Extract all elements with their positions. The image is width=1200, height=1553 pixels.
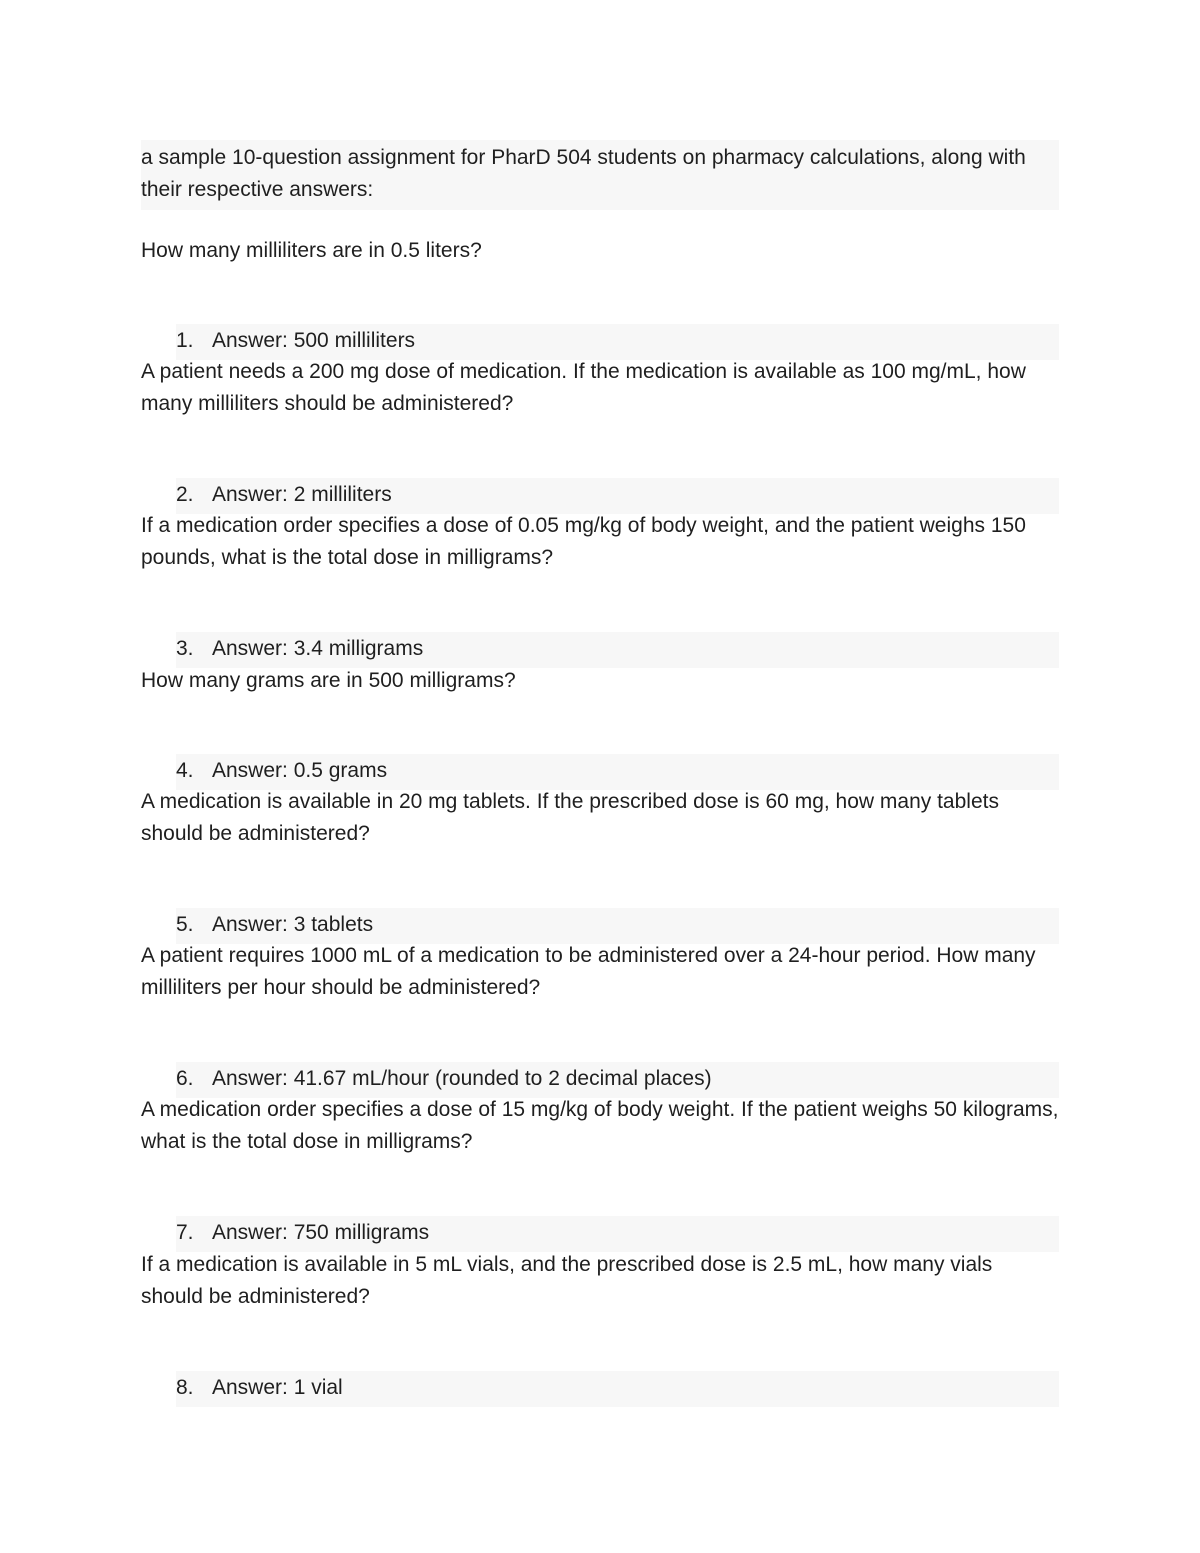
answer-text: Answer: 2 milliliters [212,483,392,506]
question-5: A medication is available in 20 mg tablets. If the prescribed dose is 60 mg, how many tablets should be administered? [141,790,999,845]
answer-number: 8. [176,1376,194,1399]
question-3: If a medication order specifies a dose of 0.05 mg/kg of body weight, and the patient weighs 150 pounds, what is the total dose in milligrams? [141,514,1026,569]
question-4: How many grams are in 500 milligrams? [141,669,516,692]
answer-number: 5. [176,913,194,936]
answer-text: Answer: 500 milliliters [212,329,416,352]
answer-text: Answer: 3 tablets [212,913,374,936]
answer-3 [176,632,1059,668]
answer-text: Answer: 0.5 grams [212,759,388,782]
answer-number: 7. [176,1221,194,1244]
answer-text: Answer: 750 milligrams [212,1221,430,1244]
answer-8 [176,1371,1059,1407]
answer-1 [176,324,1059,360]
answer-6 [176,1062,1059,1098]
answer-number: 2. [176,483,194,506]
answer-5 [176,908,1059,944]
intro-paragraph: a sample 10-question assignment for PharD 504 students on pharmacy calculations, along with their respective answers: [141,140,1059,210]
question-7: A medication order specifies a dose of 15 mg/kg of body weight. If the patient weighs 50 kilograms, what is the total dose in milligrams? [141,1098,1059,1153]
question-6: A patient requires 1000 mL of a medication to be administered over a 24-hour period. How many milliliters per hour should be administered? [141,944,1036,999]
answer-text: Answer: 41.67 mL/hour (rounded to 2 decimal places) [212,1067,712,1090]
answer-number: 6. [176,1067,194,1090]
question-1: How many milliliters are in 0.5 liters? [141,239,482,262]
answer-number: 4. [176,759,194,782]
answer-number: 3. [176,637,194,660]
question-8: If a medication is available in 5 mL vials, and the prescribed dose is 2.5 mL, how many vials should be administered? [141,1253,993,1308]
answer-text: Answer: 1 vial [212,1376,343,1399]
question-2: A patient needs a 200 mg dose of medication. If the medication is available as 100 mg/mL, how many milliliters should be administered? [141,360,1026,415]
answer-2 [176,478,1059,514]
answer-7 [176,1216,1059,1252]
answer-4 [176,754,1059,790]
answer-text: Answer: 3.4 milligrams [212,637,424,660]
answer-number: 1. [176,329,194,352]
